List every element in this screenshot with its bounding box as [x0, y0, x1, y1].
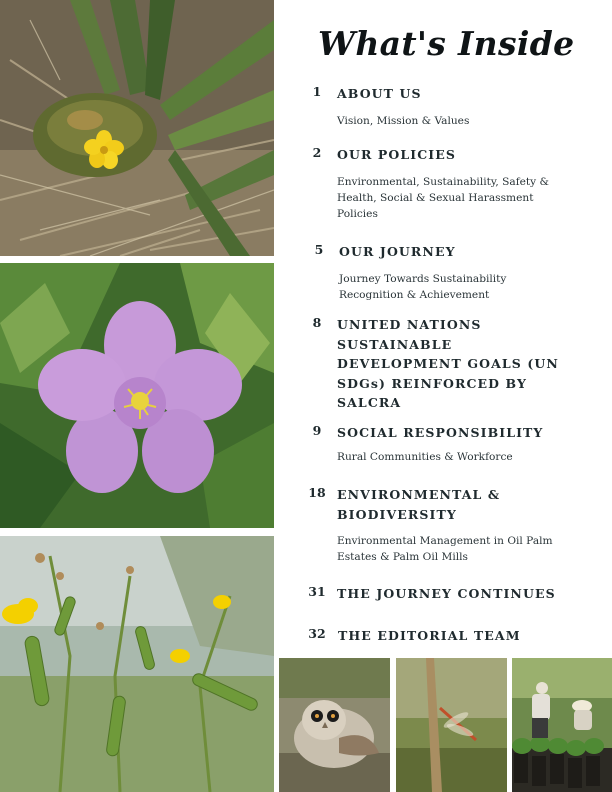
toc-heading: ABOUT US [337, 86, 422, 101]
toc-page-number: 1 [312, 84, 322, 99]
toc-entry-editorial-team[interactable] [300, 626, 608, 646]
toc-heading: ENVIRONMENTAL & BIODIVERSITY [337, 487, 501, 522]
toc-heading: UNITED NATIONS SUSTAINABLE DEVELOPMENT GOALS (UN SDGs) REINFORCED BY SALCRA [337, 317, 559, 410]
toc-heading: THE JOURNEY CONTINUES [337, 586, 556, 601]
toc-entry-about-us[interactable] [300, 84, 608, 129]
toc-description: Rural Communities & Workforce [337, 450, 513, 463]
toc-entry-our-journey[interactable] [300, 242, 608, 303]
dragonfly-on-stem-photo [396, 658, 507, 792]
toc-description: Environmental, Sustainability, Safety & Health, Social & Sexual Harassment Policies [337, 175, 549, 220]
toc-page-number: 8 [312, 315, 322, 330]
toc-page-number: 31 [308, 584, 326, 599]
yellow-flower-seed-pods-photo [0, 536, 274, 792]
toc-entry-journey-continues[interactable] [300, 584, 608, 604]
toc-description: Environmental Management in Oil Palm Estates & Palm Oil Mills [337, 535, 553, 563]
page-title: What's Inside [318, 24, 575, 63]
toc-description: Vision, Mission & Values [337, 114, 470, 127]
toc-entry-un-sdgs[interactable] [300, 315, 608, 413]
toc-page-number: 5 [314, 242, 324, 257]
toc-page-number: 32 [308, 626, 326, 641]
toc-heading: SOCIAL RESPONSIBILITY [337, 425, 544, 440]
toc-entry-environmental-biodiversity[interactable] [300, 485, 608, 565]
toc-entry-social-responsibility[interactable] [300, 423, 608, 465]
owl-chick-photo [279, 658, 390, 792]
pitcher-plant-yellow-flower-photo [0, 0, 274, 256]
toc-entry-our-policies[interactable] [300, 145, 608, 222]
toc-page-number: 2 [312, 145, 322, 160]
purple-melastoma-flower-photo [0, 263, 274, 528]
nursery-workers-photo [512, 658, 612, 792]
toc-heading: OUR JOURNEY [339, 244, 456, 259]
toc-heading: THE EDITORIAL TEAM [338, 628, 521, 643]
toc-description: Journey Towards Sustainability Recognition & Achievement [339, 272, 507, 301]
toc-heading: OUR POLICIES [337, 147, 457, 162]
toc-page-number: 9 [312, 423, 322, 438]
toc-page-number: 18 [308, 485, 326, 500]
